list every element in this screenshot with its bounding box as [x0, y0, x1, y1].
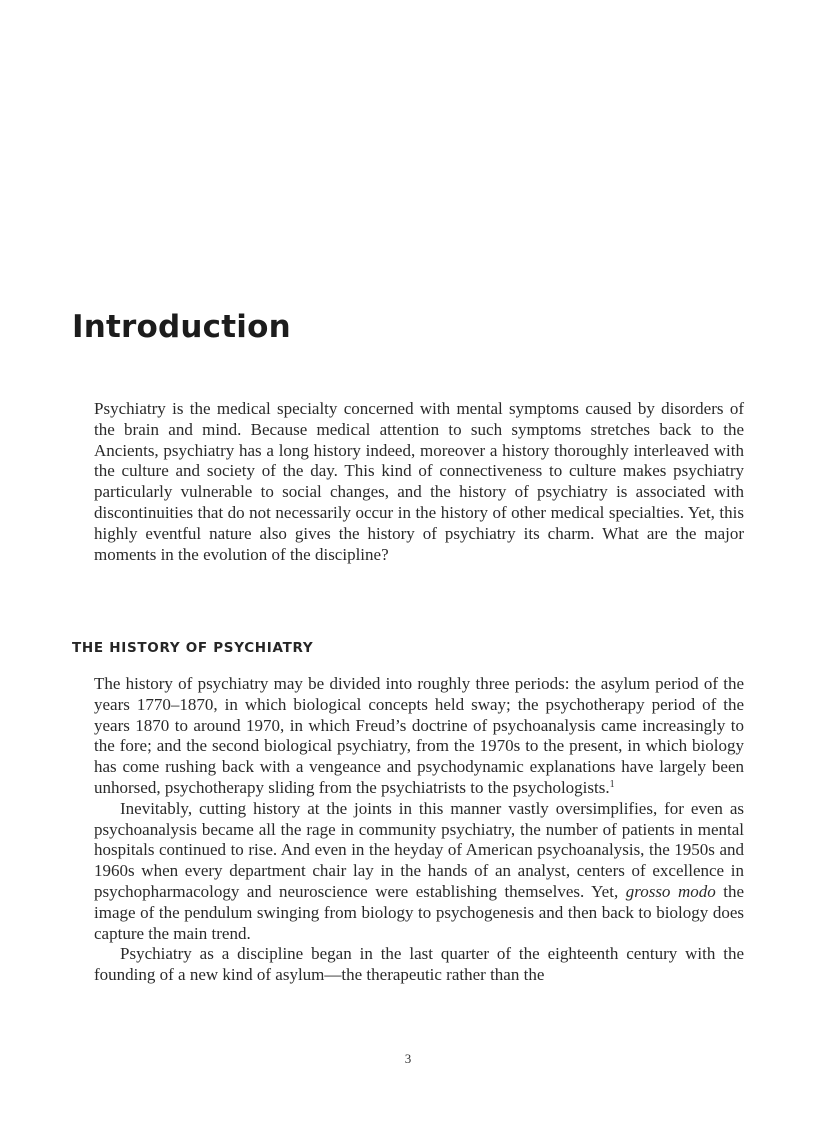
footnote-marker: 1 [609, 778, 615, 790]
chapter-title: Introduction [72, 309, 291, 345]
body-paragraph: Psychiatry as a discipline began in the last quarter of the eighteenth century with the founding of a new kind of asylum—the therapeutic rather than the [94, 944, 744, 985]
body-paragraph [94, 799, 744, 945]
body-paragraph [94, 674, 744, 799]
section-heading: THE HISTORY OF PSYCHIATRY [72, 640, 314, 656]
body-paragraph-text: Inevitably, cutting history at the joints in this manner vastly oversimplifies, for even as psychoanalysis became all the rage in community psychiatry, the number of patients in mental hospitals continued to rise. And even in the heyday of American psychoanalysis, the 1950s and 1960s when every department chair lay in the hands of an analyst, centers of excellence in psychopharmacology and neuroscience were establishing themselves. Yet, [94, 798, 744, 901]
section-body [94, 674, 744, 986]
body-paragraph-text: the image of the pendulum swinging from biology to psychogenesis and then back to biology does capture the main trend. [94, 881, 744, 943]
page-number: 3 [404, 1051, 412, 1066]
italic-phrase: grosso modo [625, 881, 716, 901]
intro-paragraph-block [94, 399, 744, 565]
intro-paragraph: Psychiatry is the medical specialty concerned with mental symptoms caused by disorders of the brain and mind. Because medical attention to such symptoms stretches back to the Ancients, psychiatry has a long history indeed, moreover a history thoroughly interleaved with the culture and society of the day. This kind of connectiveness to culture makes psychiatry particularly vulnerable to social changes, and the history of psychiatry is associated with discontinuities that do not necessarily occur in the history of other medical specialties. Yet, this highly eventful nature also gives the history of psychiatry its charm. What are the major moments in the evolution of the discipline? [94, 399, 744, 564]
body-paragraph-text: The history of psychiatry may be divided into roughly three periods: the asylum period of the years 1770–1870, in which biological concepts held sway; the psychotherapy period of the years 1870 to around 1970, in which Freud’s doctrine of psychoanalysis came increasingly to the fore; and the second biological psychiatry, from the 1970s to the present, in which biology has come rushing back with a vengeance and psychodynamic explanations have largely been unhorsed, psychotherapy sliding from the psychiatrists to the psychologists. [94, 674, 744, 797]
